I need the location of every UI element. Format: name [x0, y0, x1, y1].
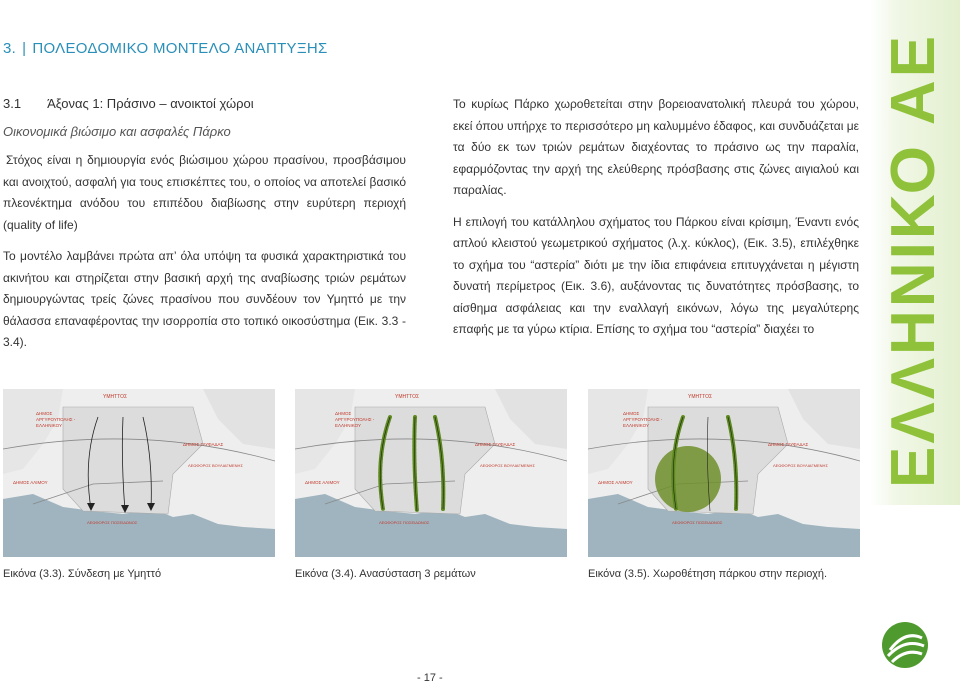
- section-subtitle: Οικονομικά βιώσιμο και ασφαλές Πάρκο: [3, 124, 231, 139]
- map-label-argyroupoli-3: ΕΛΛΗΝΙΚΟΥ: [36, 423, 62, 428]
- map-label-argyroupoli-2: ΑΡΓΥΡΟΥΠΟΛΗΣ -: [36, 417, 76, 422]
- map-label-glyfada: ΔΗΜΟΣ ΓΛΥΦΑΔΑΣ: [768, 442, 809, 447]
- side-brand-label: ΕΛΛΗΝΙΚΟ ΑΕ: [879, 32, 948, 488]
- map-label-argyroupoli-3: ΕΛΛΗΝΙΚΟΥ: [623, 423, 649, 428]
- right-paragraph-2: Η επιλογή του κατάλληλου σχήματος του Πάρκου είναι κρίσιμη, Έναντι ενός απλού κλειστού γεωμετρικού σχήματος (λ.χ. κύκλος), (Εικ. 3.5), επιλέχθηκε το σχήμα του “αστερία” διότι με την ίδια επιφάνεια επιτυγχάνεται η μέγιστη δυνατή περίμετρος (Εικ. 3.6), αυξάνοντας τις δυνατότητες πρόσβασης, το αίσθημα ασφάλειας και την εναλλαγή εικόνων, λόγω της μεγαλύτερης επαφής με τα γύρω κτίρια. Επίσης το σχήμα του “αστερία” διαχέει το: [453, 214, 859, 336]
- map-label-poseidonos: ΛΕΩΦΟΡΟΣ ΠΟΣΕΙΔΩΝΟΣ: [87, 520, 138, 525]
- chapter-header: 3. | ΠΟΛΕΟΔΟΜΙΚΟ ΜΟΝΤΕΛΟ ΑΝΑΠΤΥΞΗΣ: [3, 40, 328, 57]
- map-label-glyfada: ΔΗΜΟΣ ΓΛΥΦΑΔΑΣ: [183, 442, 224, 447]
- left-paragraph-2: Το μοντέλο λαμβάνει πρώτα απ’ όλα υπόψη τα φυσικά χαρακτηριστικά του ακινήτου και στηρίζεται στην βασική αρχή της αναβίωσης τριών ρεμάτων δημιουργώντας τρείς ζώνες πρασίνου που συνδέουν τον Υμηττό με την θάλασσα επαναφέροντας την ισορροπία στο τοπικό οικοσύστημα (Εικ. 3.3 - 3.4).: [3, 249, 406, 349]
- company-logo-icon: [880, 620, 930, 670]
- section-title: [3, 96, 254, 111]
- figure-3-5-map: [588, 389, 860, 557]
- caption-figure-3-3: Εικόνα (3.3). Σύνδεση με Υμηττό: [3, 568, 162, 580]
- map-label-alimos: ΔΗΜΟΣ ΑΛΙΜΟΥ: [13, 480, 48, 485]
- caption-figure-3-5: Εικόνα (3.5). Χωροθέτηση πάρκου στην περιοχή.: [588, 568, 828, 580]
- map-label-vouliagmenis: ΛΕΩΦΟΡΟΣ ΒΟΥΛΙΑΓΜΕΝΗΣ: [773, 463, 828, 468]
- map-label-ymittos: ΥΜΗΤΤΟΣ: [395, 394, 420, 400]
- caption-figure-3-4: Εικόνα (3.4). Ανασύσταση 3 ρεμάτων: [295, 568, 476, 580]
- map-label-argyroupoli-1: ΔΗΜΟΣ: [36, 411, 53, 416]
- map-label-alimos: ΔΗΜΟΣ ΑΛΙΜΟΥ: [598, 480, 633, 485]
- section-number: 3.1: [3, 96, 22, 111]
- map-label-argyroupoli-3: ΕΛΛΗΝΙΚΟΥ: [335, 423, 361, 428]
- map-label-poseidonos: ΛΕΩΦΟΡΟΣ ΠΟΣΕΙΔΩΝΟΣ: [672, 520, 723, 525]
- figure-3-3-map: [3, 389, 275, 557]
- map-label-vouliagmenis: ΛΕΩΦΟΡΟΣ ΒΟΥΛΙΑΓΜΕΝΗΣ: [480, 463, 535, 468]
- right-paragraph-1: Το κυρίως Πάρκο χωροθετείται στην βορειοανατολική πλευρά του χώρου, εκεί όπου υπήρχε το περισσότερο μη καλυμμένο έδαφος, και συνδυάζεται με τα δύο εκ των τριών ρεμάτων διαχέοντας το πράσινο ως την παραλία, εφαρμόζοντας την αρχή της ελεύθερης πρόσβασης στις ζώνες αιγιαλού και παραλίας.: [453, 97, 859, 197]
- figure-3-4-map: [295, 389, 567, 557]
- map-label-glyfada: ΔΗΜΟΣ ΓΛΥΦΑΔΑΣ: [475, 442, 516, 447]
- map-label-argyroupoli-2: ΑΡΓΥΡΟΥΠΟΛΗΣ -: [335, 417, 375, 422]
- chapter-number: 3.: [3, 40, 17, 57]
- map-label-vouliagmenis: ΛΕΩΦΟΡΟΣ ΒΟΥΛΙΑΓΜΕΝΗΣ: [188, 463, 243, 468]
- map-label-ymittos: ΥΜΗΤΤΟΣ: [688, 394, 713, 400]
- left-column: [3, 150, 406, 364]
- right-column: [453, 94, 859, 351]
- chapter-title: ΠΟΛΕΟΔΟΜΙΚΟ ΜΟΝΤΕΛΟ ΑΝΑΠΤΥΞΗΣ: [32, 40, 328, 57]
- left-paragraph-1: Στόχος είναι η δημιουργία ενός βιώσιμου χώρου πρασίνου, προσβάσιμου και ανοιχτού, ασφαλή για τους επισκέπτες του, ο οποίος να αποτελεί βασικό πλεονέκτημα ανόδου του επιπέδου διαβίωσης στην ευρύτερη περιοχή (quality of life): [3, 153, 406, 232]
- map-label-ymittos: ΥΜΗΤΤΟΣ: [103, 394, 128, 400]
- map-label-argyroupoli-1: ΔΗΜΟΣ: [335, 411, 352, 416]
- map-label-alimos: ΔΗΜΟΣ ΑΛΙΜΟΥ: [305, 480, 340, 485]
- map-label-argyroupoli-1: ΔΗΜΟΣ: [623, 411, 640, 416]
- map-label-argyroupoli-2: ΑΡΓΥΡΟΥΠΟΛΗΣ -: [623, 417, 663, 422]
- page-number: - 17 -: [417, 672, 443, 684]
- section-title-text: Άξονας 1: Πράσινο – ανοικτοί χώροι: [47, 96, 254, 111]
- map-label-poseidonos: ΛΕΩΦΟΡΟΣ ΠΟΣΕΙΔΩΝΟΣ: [379, 520, 430, 525]
